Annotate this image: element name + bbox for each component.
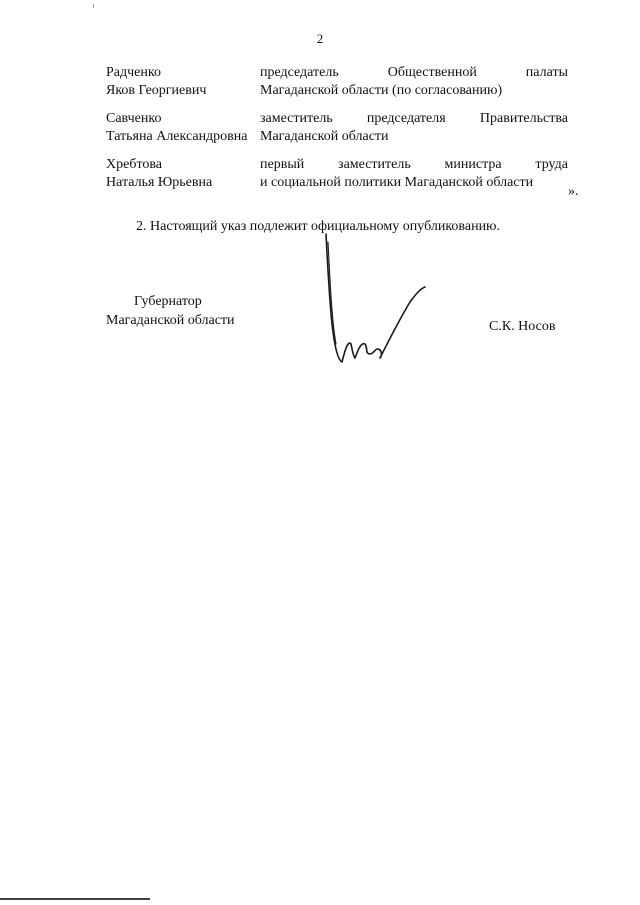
member-given-names: Наталья Юрьевна xyxy=(106,175,213,190)
member-name xyxy=(106,110,260,146)
member-surname: Хребтова xyxy=(106,157,163,172)
member-role-line: Магаданской области xyxy=(260,129,389,144)
member-surname: Радченко xyxy=(106,65,161,80)
member-surname: Савченко xyxy=(106,111,162,126)
scan-mark xyxy=(93,4,94,8)
member-given-names: Татьяна Александровна xyxy=(106,129,248,144)
member-row xyxy=(106,110,568,146)
member-name xyxy=(106,64,260,100)
handwritten-signature xyxy=(318,232,438,372)
member-row xyxy=(106,64,568,100)
member-role xyxy=(260,156,568,192)
member-role-line: первый заместитель министра труда xyxy=(260,157,568,172)
paragraph-2: 2. Настоящий указ подлежит официальному опубликованию. xyxy=(136,219,501,234)
signatory-name: С.К. Носов xyxy=(489,319,556,334)
member-row xyxy=(106,156,568,192)
closing-quote: ». xyxy=(568,184,579,199)
member-role-line: заместитель председателя Правительства xyxy=(260,111,568,126)
member-role xyxy=(260,110,568,146)
signatory-title-line: Магаданской области xyxy=(106,313,235,328)
signatory-title-line: Губернатор xyxy=(134,294,202,309)
member-given-names: Яков Георгиевич xyxy=(106,83,207,98)
member-role xyxy=(260,64,568,100)
member-role-line: Магаданской области (по согласованию) xyxy=(260,83,503,98)
member-role-line: и социальной политики Магаданской области xyxy=(260,175,534,190)
page-number: 2 xyxy=(316,31,324,46)
member-role-line: председатель Общественной палаты xyxy=(260,65,568,80)
member-name xyxy=(106,156,260,192)
signatory-title xyxy=(106,292,235,330)
members-list xyxy=(106,64,568,202)
bottom-rule xyxy=(0,898,150,900)
